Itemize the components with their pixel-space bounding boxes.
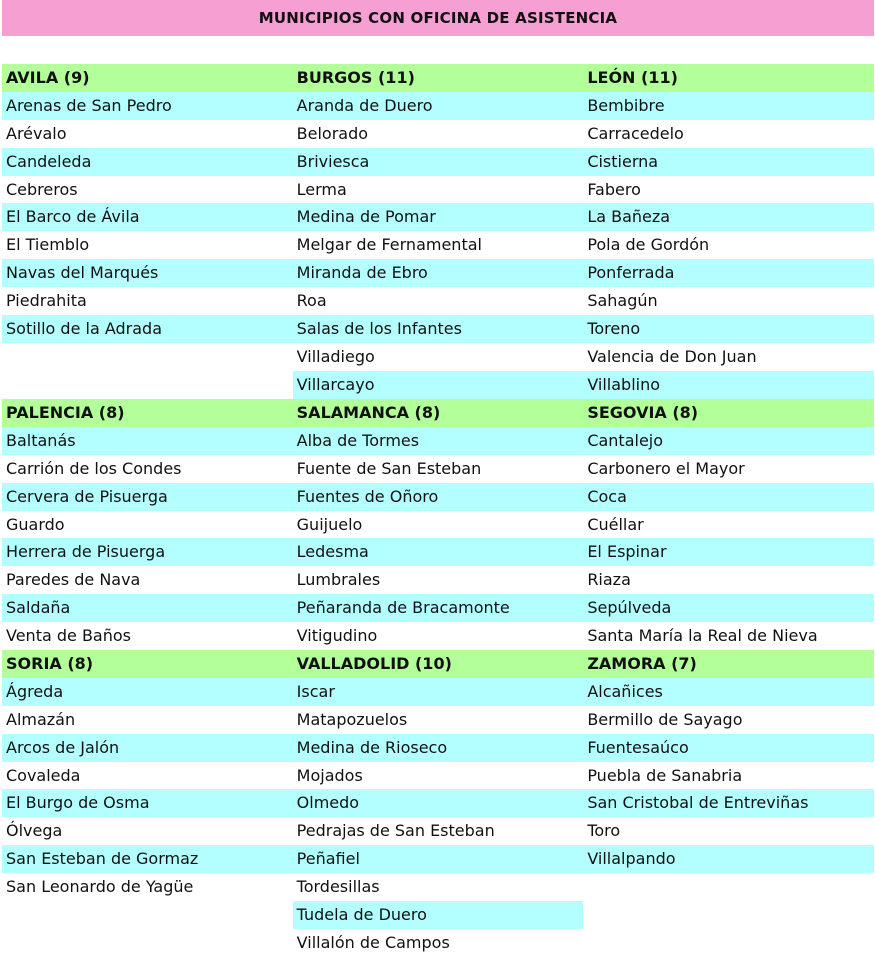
municipality-cell: Fabero [583, 176, 874, 204]
municipality-cell: Lumbrales [293, 566, 584, 594]
municipality-cell: Fuentes de Oñoro [293, 483, 584, 511]
municipality-cell: Ólvega [2, 817, 293, 845]
municipality-cell: Covaleda [2, 762, 293, 790]
municipality-cell: Melgar de Fernamental [293, 231, 584, 259]
municipality-cell: Alcañices [583, 678, 874, 706]
municipality-cell: Almazán [2, 706, 293, 734]
municipality-cell: Cistierna [583, 148, 874, 176]
province-column [293, 399, 584, 650]
province-heading: AVILA (9) [2, 64, 293, 92]
province-section [2, 399, 874, 650]
municipality-cell: Ledesma [293, 538, 584, 566]
municipality-cell: Matapozuelos [293, 706, 584, 734]
municipality-cell: Puebla de Sanabria [583, 762, 874, 790]
municipality-cell: Olmedo [293, 789, 584, 817]
municipality-cell: Riaza [583, 566, 874, 594]
municipality-cell: Villalpando [583, 845, 874, 873]
province-column [293, 64, 584, 399]
municipality-cell: Navas del Marqués [2, 259, 293, 287]
municipality-cell: Toreno [583, 315, 874, 343]
municipality-cell: Pedrajas de San Esteban [293, 817, 584, 845]
municipality-cell: Guardo [2, 511, 293, 539]
province-column [583, 64, 874, 399]
municipality-cell: Tudela de Duero [293, 901, 584, 929]
municipality-cell: Arévalo [2, 120, 293, 148]
empty-cell [2, 901, 293, 929]
municipality-cell: Baltanás [2, 427, 293, 455]
municipality-cell: El Barco de Ávila [2, 203, 293, 231]
municipality-cell: Coca [583, 483, 874, 511]
municipality-cell: Villarcayo [293, 371, 584, 399]
municipality-cell: Piedrahita [2, 287, 293, 315]
province-column [2, 64, 293, 399]
empty-cell [2, 371, 293, 399]
province-column [583, 399, 874, 650]
municipality-cell: Paredes de Nava [2, 566, 293, 594]
municipality-cell: Villalón de Campos [293, 929, 584, 957]
municipality-cell: Belorado [293, 120, 584, 148]
municipality-cell: Cebreros [2, 176, 293, 204]
municipality-cell: Cuéllar [583, 511, 874, 539]
municipality-cell: Fuente de San Esteban [293, 455, 584, 483]
municipality-cell: Guijuelo [293, 511, 584, 539]
municipality-cell: Miranda de Ebro [293, 259, 584, 287]
municipality-cell: Carrión de los Condes [2, 455, 293, 483]
municipality-cell: Ponferrada [583, 259, 874, 287]
municipality-cell: Arcos de Jalón [2, 734, 293, 762]
province-heading: VALLADOLID (10) [293, 650, 584, 678]
province-column [2, 650, 293, 957]
municipality-cell: Sotillo de la Adrada [2, 315, 293, 343]
municipality-cell: Briviesca [293, 148, 584, 176]
municipality-cell: Villadiego [293, 343, 584, 371]
municipality-cell: Bermillo de Sayago [583, 706, 874, 734]
municipality-cell: Ágreda [2, 678, 293, 706]
province-heading: SALAMANCA (8) [293, 399, 584, 427]
province-section [2, 64, 874, 399]
empty-cell [2, 343, 293, 371]
municipality-cell: Medina de Rioseco [293, 734, 584, 762]
municipality-cell: San Cristobal de Entreviñas [583, 789, 874, 817]
municipality-cell: El Espinar [583, 538, 874, 566]
municipality-cell: Salas de los Infantes [293, 315, 584, 343]
province-heading: SEGOVIA (8) [583, 399, 874, 427]
page-title: MUNICIPIOS CON OFICINA DE ASISTENCIA [2, 0, 874, 36]
municipality-cell: San Esteban de Gormaz [2, 845, 293, 873]
municipality-cell: Toro [583, 817, 874, 845]
municipality-cell: Cervera de Pisuerga [2, 483, 293, 511]
province-section [2, 650, 874, 957]
province-column [2, 399, 293, 650]
empty-cell [583, 929, 874, 957]
empty-cell [583, 873, 874, 901]
municipality-cell: Carbonero el Mayor [583, 455, 874, 483]
municipality-cell: Mojados [293, 762, 584, 790]
municipality-cell: Fuentesaúco [583, 734, 874, 762]
province-column [293, 650, 584, 957]
municipality-cell: Saldaña [2, 594, 293, 622]
municipality-cell: Venta de Baños [2, 622, 293, 650]
municipality-cell: Sahagún [583, 287, 874, 315]
municipality-cell: Herrera de Pisuerga [2, 538, 293, 566]
municipality-cell: Valencia de Don Juan [583, 343, 874, 371]
municipality-cell: San Leonardo de Yagüe [2, 873, 293, 901]
municipality-cell: El Tiemblo [2, 231, 293, 259]
empty-cell [583, 901, 874, 929]
municipality-cell: Alba de Tormes [293, 427, 584, 455]
province-column [583, 650, 874, 957]
province-heading: ZAMORA (7) [583, 650, 874, 678]
municipality-cell: Candeleda [2, 148, 293, 176]
province-heading: PALENCIA (8) [2, 399, 293, 427]
municipality-cell: Cantalejo [583, 427, 874, 455]
municipality-cell: Carracedelo [583, 120, 874, 148]
province-heading: LEÓN (11) [583, 64, 874, 92]
municipality-cell: Roa [293, 287, 584, 315]
municipality-cell: Medina de Pomar [293, 203, 584, 231]
empty-cell [2, 929, 293, 957]
municipality-cell: Sepúlveda [583, 594, 874, 622]
municipality-cell: Arenas de San Pedro [2, 92, 293, 120]
municipality-cell: La Bañeza [583, 203, 874, 231]
municipality-cell: Vitigudino [293, 622, 584, 650]
municipality-cell: Bembibre [583, 92, 874, 120]
municipality-cell: Peñaranda de Bracamonte [293, 594, 584, 622]
province-heading: BURGOS (11) [293, 64, 584, 92]
municipality-cell: Pola de Gordón [583, 231, 874, 259]
province-heading: SORIA (8) [2, 650, 293, 678]
municipality-cell: Lerma [293, 176, 584, 204]
municipality-cell: El Burgo de Osma [2, 789, 293, 817]
municipality-cell: Iscar [293, 678, 584, 706]
municipality-cell: Aranda de Duero [293, 92, 584, 120]
municipality-cell: Santa María la Real de Nieva [583, 622, 874, 650]
municipality-cell: Peñafiel [293, 845, 584, 873]
municipality-cell: Villablino [583, 371, 874, 399]
municipality-cell: Tordesillas [293, 873, 584, 901]
